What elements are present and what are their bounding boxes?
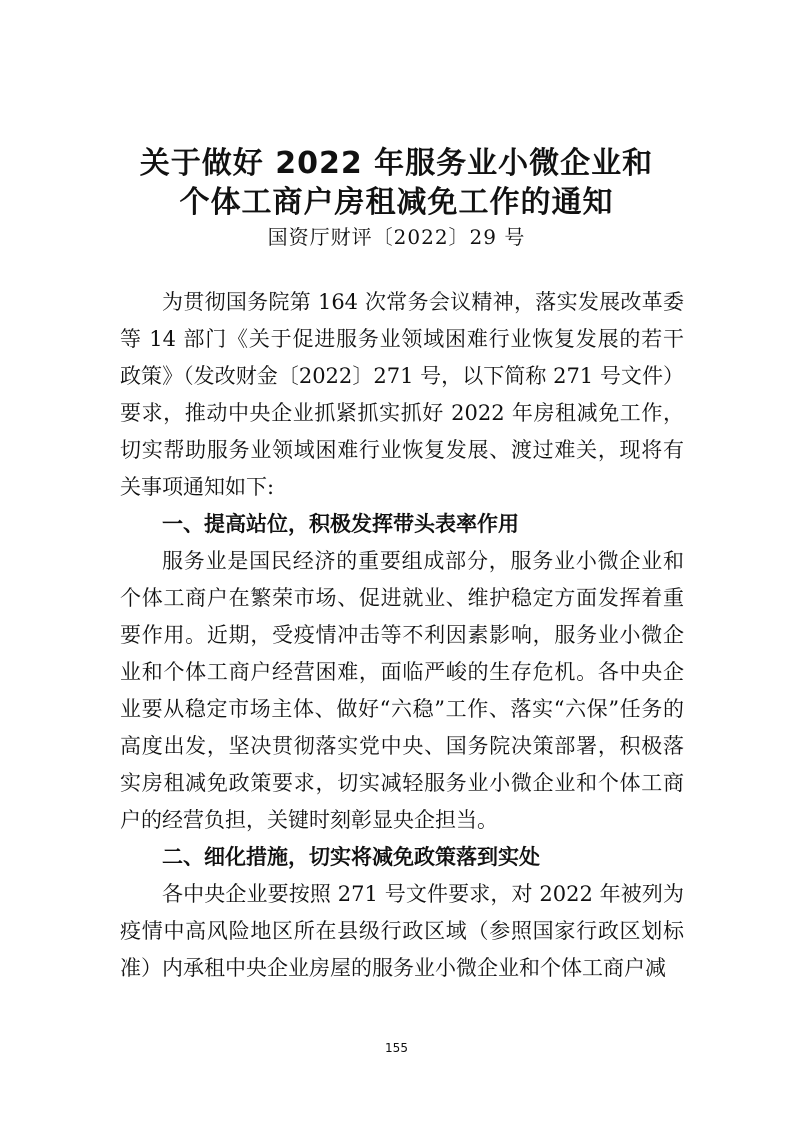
paragraph-section-1: 服务业是国民经济的重要组成部分，服务业小微企业和个体工商户在繁荣市场、促进就业、维护稳定方面发挥着重要作用。近期，受疫情冲击等不利因素影响，服务业小微企业和个体工商户经营困难，面临严峻的生存危机。各中央企业要从稳定市场主体、做好“六稳”工作、落实“六保”任务的高度出发，坚决贯彻落实党中央、国务院决策部署，积极落实房租减免政策要求，切实减轻服务业小微企业和个体工商户的经营负担，关键时刻彰显央企担当。 [120, 549, 684, 832]
paragraph-intro: 为贯彻国务院第 164 次常务会议精神，落实发展改革委等 14 部门《关于促进服务业领域困难行业恢复发展的若干政策》（发改财金〔2022〕271 号，以下简称 271 号文件）要求，推动中央企业抓紧抓实抓好 2022 年房租减免工作，切实帮助服务业领域困难行业恢复发展、渡过难关，现将有关事项通知如下: [120, 290, 684, 499]
page-number: 155 [385, 1041, 408, 1055]
document-body [120, 284, 684, 987]
title-line-2: 个体工商户房租减免工作的通知 [179, 185, 614, 220]
section-heading-2: 二、细化措施，切实将减免政策落到实处 [162, 845, 540, 869]
title-line-1: 关于做好 2022 年服务业小微企业和 [139, 146, 654, 181]
section-heading-1: 一、提高站位，积极发挥带头表率作用 [162, 512, 519, 536]
paragraph-section-2: 各中央企业要按照 271 号文件要求，对 2022 年被列为疫情中高风险地区所在县级行政区域（参照国家行政区划标准）内承租中央企业房屋的服务业小微企业和个体工商户减 [120, 882, 684, 980]
document-number: 国资厅财评〔2022〕29 号 [267, 225, 526, 249]
